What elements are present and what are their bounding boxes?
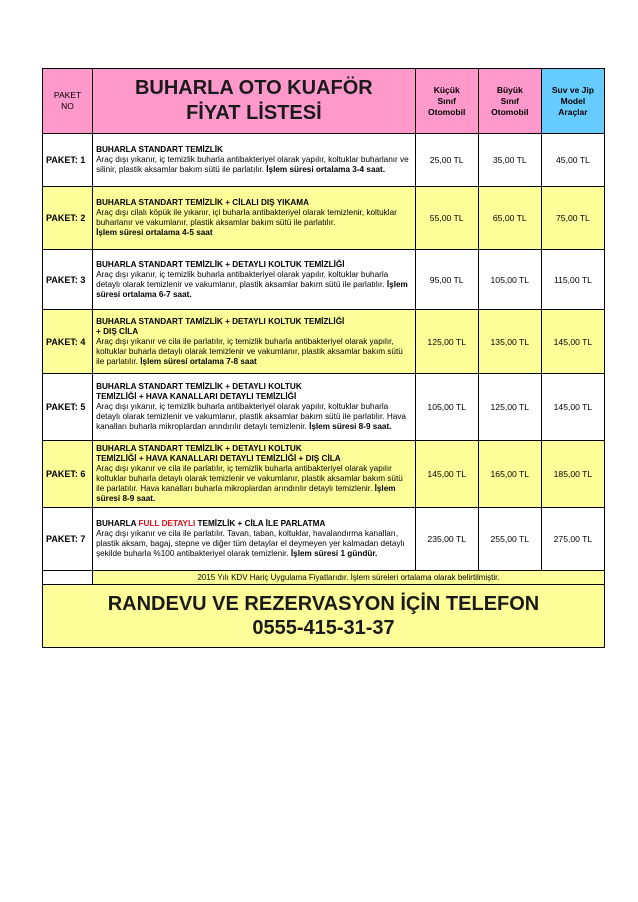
package-label: PAKET: 4 — [43, 310, 93, 374]
column-suv-line: Suv ve Jip — [551, 84, 594, 95]
package-duration: İşlem süresi 8-9 saat. — [309, 422, 392, 431]
package-no-label-2: NO — [61, 101, 74, 111]
header-row — [43, 69, 605, 134]
package-label: PAKET: 7 — [43, 508, 93, 571]
package-row-7 — [43, 508, 605, 571]
package-description — [93, 508, 416, 571]
package-description — [93, 187, 416, 250]
column-suv-line: Araçlar — [558, 106, 588, 117]
price-large: 125,00 TL — [478, 374, 541, 441]
contact-heading: RANDEVU VE REZERVASYON İÇİN TELEFON — [107, 593, 540, 615]
package-label: PAKET: 1 — [43, 134, 93, 187]
package-details: Araç dışı yıkanır ve cila ile parlatılır, iç temizlik buharla antibakteriyel olarak yapılır koltuklar buharla detaylı olarak temizlenir ve vakumlanır, plastik aksamlar bakım sütü ile parlatılır. Hava kanalları buharla mikroplardan arındırılır detaylı temizlenir. — [96, 464, 403, 493]
package-label: PAKET: 6 — [43, 441, 93, 508]
price-large: 105,00 TL — [478, 250, 541, 310]
package-row-2 — [43, 187, 605, 250]
package-duration: İşlem süresi 8-9 saat. — [96, 484, 396, 503]
price-suv: 275,00 TL — [541, 508, 604, 571]
phone-number: 0555-415-31-37 — [252, 617, 395, 639]
column-large-car-line: Sınıf — [500, 95, 520, 106]
package-title: BUHARLA STANDART TEMİZLİK + CİLALI DIŞ YIKAMA — [96, 198, 310, 207]
package-details: Araç dışı cilalı köpük ile yıkanır, içi buharla antibakteriyel olarak temizlenir, koltuklar buharlanır ve vakumlanır, plastik aksamlar bakım sütü ile parlatılır. — [96, 208, 397, 227]
package-title: + DIŞ CİLA — [96, 326, 139, 336]
price-large: 165,00 TL — [478, 441, 541, 508]
column-suv-line: Model — [560, 95, 586, 106]
package-row-3 — [43, 250, 605, 310]
price-suv: 145,00 TL — [541, 374, 604, 441]
package-title: TEMİZLİĞİ + HAVA KANALLARI DETAYLI TEMİZLİĞİ — [96, 392, 297, 401]
page-title — [93, 69, 416, 134]
package-title: BUHARLA STANDART TEMİZLİK + DETAYLI KOLTUK TEMİZLİĞİ — [96, 259, 345, 269]
package-label: PAKET: 5 — [43, 374, 93, 441]
package-title-start: BUHARLA — [96, 519, 139, 528]
price-list-table — [42, 68, 605, 648]
contact-banner — [43, 585, 605, 648]
package-no-label-1: PAKET — [53, 90, 82, 100]
package-duration: İşlem süresi ortalama 6-7 saat. — [96, 279, 408, 299]
price-large: 255,00 TL — [478, 508, 541, 571]
package-title-highlight: FULL DETAYLI — [138, 519, 196, 528]
contact-row — [43, 585, 605, 648]
package-title-end: TEMİZLİK + CİLA İLE PARLATMA — [195, 519, 326, 528]
package-row-6 — [43, 441, 605, 508]
package-duration: İşlem süresi ortalama 4-5 saat — [96, 228, 213, 237]
title-line-2: FİYAT LİSTESİ — [186, 102, 322, 124]
package-details: Araç dışı yıkanır, iç temizlik buharla antibakteriyel olarak yapılır, koltuklar buharla detaylı olarak temizlenir ve vakumlanır, plastik aksamlar bakım sütü ile parlatılır. Hava kanalları buharla mikroplardan arındırılır detaylı temizlenir. — [96, 402, 406, 431]
package-title — [96, 519, 412, 529]
price-suv: 185,00 TL — [541, 441, 604, 508]
package-title: BUHARLA STANDART TAMİZLİK + DETAYLI KOLTUK TEMİZLİĞİ — [96, 316, 345, 326]
title-line-1: BUHARLA OTO KUAFÖR — [134, 77, 373, 99]
price-suv: 75,00 TL — [541, 187, 604, 250]
price-small: 105,00 TL — [415, 374, 478, 441]
package-description — [93, 250, 416, 310]
package-title: BUHARLA STANDART TEMİZLİK + DETAYLI KOLTUK — [96, 382, 302, 391]
package-duration: İşlem süresi 1 gündür. — [290, 549, 378, 558]
package-details: Araç dışı yıkanır ve cila ile parlatılır, iç temizlik buharla antibakteriyel olarak yapılır, koltuklar buharla detaylı olarak temizlenir ve vakumlanır, plastik aksamlar bakım sütü ile parlatılır. — [96, 336, 403, 366]
pricing-note: 2015 Yılı KDV Hariç Uygulama Fiyatlarıdır. İşlem süreleri ortalama olarak belirtilmiştir. — [93, 571, 605, 585]
package-details: Araç dışı yıkanır ve cila ile parlatılır. Tavan, taban, koltuklar, havalandırma kanalları, plastik aksam, bagaj, stepne ve diğer tüm detaylar el deymeyen yer kalmadan detaylı şekilde buharla %100 antibakteriyel olarak temizlenir. — [96, 529, 405, 558]
price-small: 125,00 TL — [415, 310, 478, 374]
note-row — [43, 571, 605, 585]
column-large-car — [478, 69, 541, 134]
package-row-5 — [43, 374, 605, 441]
package-description — [93, 441, 416, 508]
price-large: 35,00 TL — [478, 134, 541, 187]
price-suv: 115,00 TL — [541, 250, 604, 310]
price-suv: 145,00 TL — [541, 310, 604, 374]
package-no-header — [43, 69, 93, 134]
package-duration: İşlem süresi ortalama 7-8 saat — [140, 356, 257, 366]
price-small: 95,00 TL — [415, 250, 478, 310]
price-large: 65,00 TL — [478, 187, 541, 250]
price-small: 55,00 TL — [415, 187, 478, 250]
package-details: Araç dışı yıkanır, iç temizlik buharla antibakteriyel olarak yapılır, koltuklar buharlanır ve silinir, plastik aksamlar bakım sütü ile parlatılır. — [96, 155, 409, 174]
price-small: 145,00 TL — [415, 441, 478, 508]
column-large-car-line: Büyük — [496, 84, 523, 95]
package-description — [93, 374, 416, 441]
column-small-car — [415, 69, 478, 134]
package-title: TEMİZLİĞİ + HAVA KANALLARI DETAYLI TEMİZLİĞİ + DIŞ CİLA — [96, 454, 341, 463]
price-suv: 45,00 TL — [541, 134, 604, 187]
package-description — [93, 134, 416, 187]
package-duration: İşlem süresi ortalama 3-4 saat. — [266, 165, 386, 174]
column-suv — [541, 69, 604, 134]
price-small: 25,00 TL — [415, 134, 478, 187]
package-details: Araç dışı yıkanır, iç temizlik buharla antibakteriyel olarak yapılır, koltuklar buharla detaylı olarak temizlenir ve vakumlanır, plastik aksamlar bakım sütü ile parlatılır. — [96, 269, 389, 289]
column-small-car-line: Küçük — [433, 84, 460, 95]
price-small: 235,00 TL — [415, 508, 478, 571]
package-row-1 — [43, 134, 605, 187]
price-large: 135,00 TL — [478, 310, 541, 374]
column-large-car-line: Otomobil — [491, 106, 529, 117]
package-title: BUHARLA STANDART TEMİZLİK — [96, 145, 223, 154]
package-row-4 — [43, 310, 605, 374]
column-small-car-line: Otomobil — [428, 106, 466, 117]
package-label: PAKET: 2 — [43, 187, 93, 250]
column-small-car-line: Sınıf — [437, 95, 456, 106]
package-label: PAKET: 3 — [43, 250, 93, 310]
note-spacer — [43, 571, 93, 585]
package-title: BUHARLA STANDART TEMİZLİK + DETAYLI KOLTUK — [96, 444, 302, 453]
package-description — [93, 310, 416, 374]
